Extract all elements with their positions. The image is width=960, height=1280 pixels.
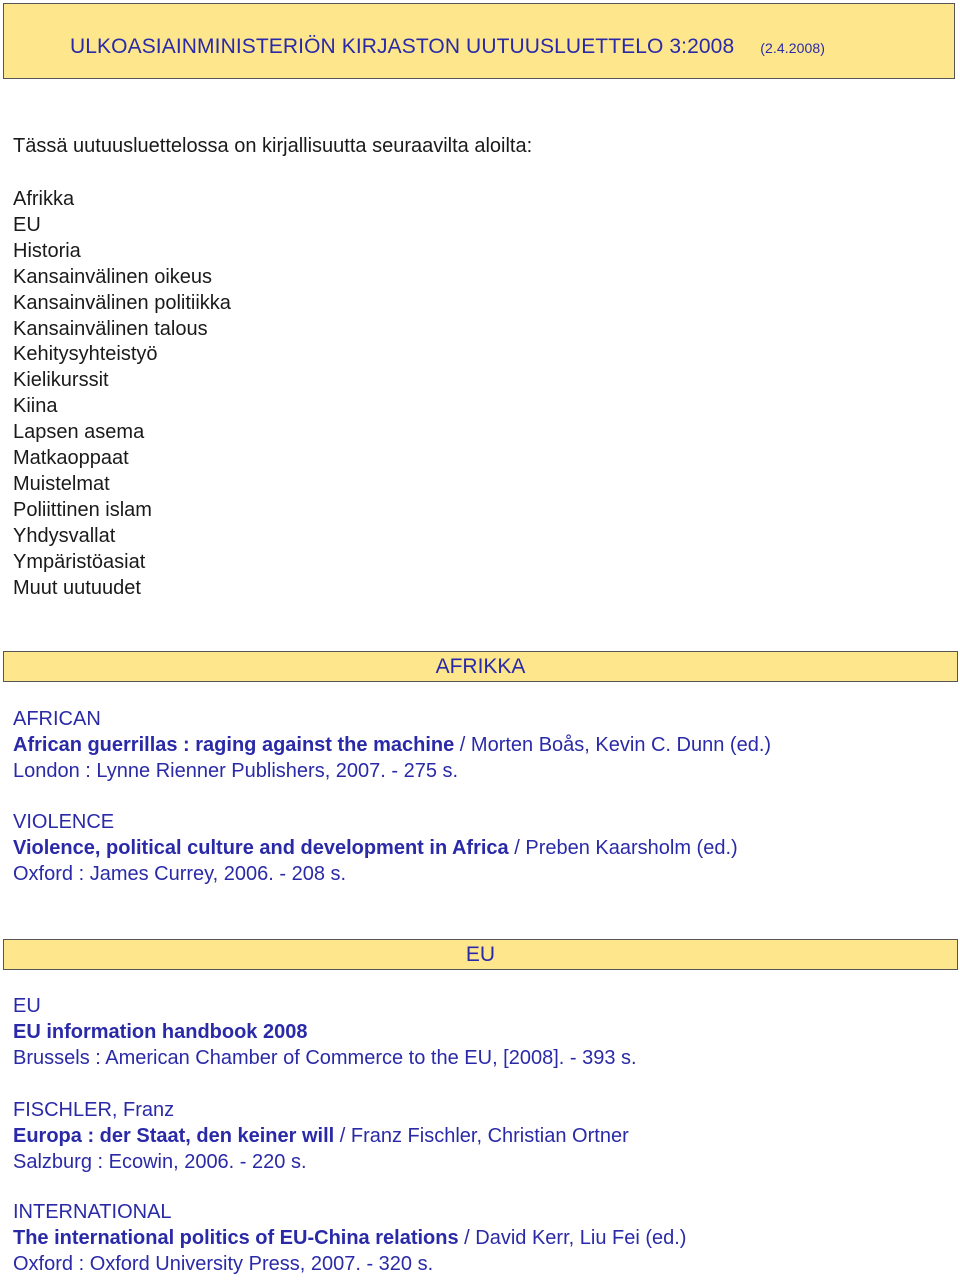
entry-imprint: Brussels : American Chamber of Commerce to the EU, [2008]. - 393 s. bbox=[13, 1047, 637, 1069]
catalogue-header bbox=[3, 3, 955, 79]
catalogue-title bbox=[70, 35, 825, 59]
topic-list bbox=[13, 187, 231, 602]
catalogue-entry bbox=[13, 993, 637, 1071]
entry-title: African guerrillas : raging against the machine bbox=[13, 734, 455, 756]
entry-imprint: Oxford : James Currey, 2006. - 208 s. bbox=[13, 863, 347, 885]
entry-title: EU information handbook 2008 bbox=[13, 1021, 308, 1043]
intro-text: Tässä uutuusluettelossa on kirjallisuutta seuraavilta aloilta: bbox=[13, 135, 533, 157]
catalogue-entry bbox=[13, 1097, 629, 1175]
topic-item: Kansainvälinen talous bbox=[13, 317, 208, 340]
catalogue-entry bbox=[13, 706, 771, 784]
entry-title: Europa : der Staat, den keiner will bbox=[13, 1125, 335, 1147]
topic-item: Kielikurssit bbox=[13, 369, 109, 392]
catalogue-date: (2.4.2008) bbox=[760, 40, 826, 56]
entry-imprint: Oxford : Oxford University Press, 2007. - 320 s. bbox=[13, 1253, 434, 1275]
entry-title: The international politics of EU-China relations bbox=[13, 1227, 459, 1249]
entry-title-line bbox=[13, 732, 771, 758]
topic-item: Kansainvälinen oikeus bbox=[13, 265, 213, 288]
catalogue-entry bbox=[13, 809, 738, 887]
topic-item: Muistelmat bbox=[13, 472, 110, 495]
topic-item: Historia bbox=[13, 239, 81, 262]
entry-authors: / Franz Fischler, Christian Ortner bbox=[334, 1125, 629, 1147]
topic-item: Yhdysvallat bbox=[13, 524, 116, 547]
topic-item: Poliittinen islam bbox=[13, 498, 152, 521]
section-header-afrikka: AFRIKKA bbox=[3, 651, 958, 682]
topic-item: Lapsen asema bbox=[13, 421, 145, 444]
entry-authors: / Preben Kaarsholm (ed.) bbox=[508, 837, 738, 859]
entry-imprint: Salzburg : Ecowin, 2006. - 220 s. bbox=[13, 1151, 307, 1173]
topic-item: Muut uutuudet bbox=[13, 576, 141, 599]
catalogue-entry bbox=[13, 1199, 686, 1277]
topic-item: Kansainvälinen politiikka bbox=[13, 291, 231, 314]
topic-item: Afrikka bbox=[13, 188, 75, 210]
entry-title-line bbox=[13, 1019, 637, 1045]
entry-title-line bbox=[13, 835, 738, 861]
entry-heading: VIOLENCE bbox=[13, 811, 115, 833]
entry-heading: FISCHLER, Franz bbox=[13, 1099, 175, 1121]
topic-item: Ympäristöasiat bbox=[13, 550, 146, 573]
section-header-eu: EU bbox=[3, 939, 958, 970]
entry-authors: / Morten Boås, Kevin C. Dunn (ed.) bbox=[454, 734, 772, 756]
catalogue-title-text: ULKOASIAINMINISTERIÖN KIRJASTON UUTUUSLUETTELO 3:2008 bbox=[70, 35, 735, 58]
entry-title-line bbox=[13, 1225, 686, 1251]
entry-heading: INTERNATIONAL bbox=[13, 1201, 172, 1223]
entry-heading: EU bbox=[13, 995, 41, 1017]
topic-item: EU bbox=[13, 213, 41, 236]
topic-item: Kiina bbox=[13, 395, 58, 418]
topic-item: Matkaoppaat bbox=[13, 447, 129, 470]
entry-imprint: London : Lynne Rienner Publishers, 2007. - 275 s. bbox=[13, 760, 459, 782]
entry-heading: AFRICAN bbox=[13, 708, 101, 730]
entry-authors: / David Kerr, Liu Fei (ed.) bbox=[458, 1227, 687, 1249]
topic-item: Kehitysyhteistyö bbox=[13, 343, 158, 366]
entry-title: Violence, political culture and development in Africa bbox=[13, 837, 509, 859]
entry-title-line bbox=[13, 1123, 629, 1149]
